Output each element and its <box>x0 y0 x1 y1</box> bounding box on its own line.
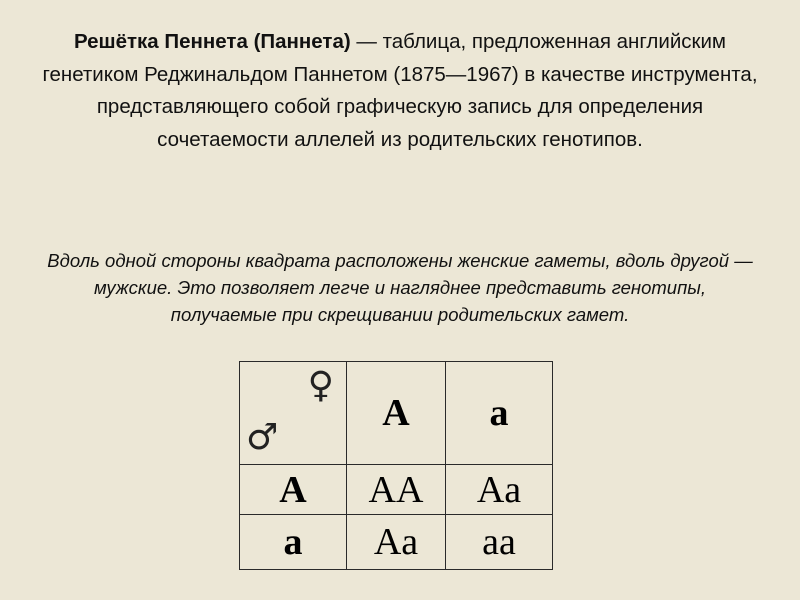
genotype-cell: Aa <box>446 465 553 515</box>
table-header-row <box>240 362 553 465</box>
intro-paragraph <box>40 26 760 156</box>
female-gamete-header: a <box>446 362 553 465</box>
term-title: Решётка Пеннета (Паннета) <box>73 30 351 53</box>
explanation-paragraph: Вдоль одной стороны квадрата расположены женские гаметы, вдоль другой — мужские. Это позволяет легче и нагляднее представить генотипы, получаемые при скрещивании родительских гамет. <box>47 250 753 325</box>
female-symbol-icon: ♀ <box>307 365 334 406</box>
female-gamete-header: A <box>347 362 446 465</box>
male-gamete-header: a <box>240 515 347 570</box>
corner-cell <box>240 362 347 465</box>
male-gamete-header: A <box>240 465 347 515</box>
table-row <box>240 465 553 515</box>
male-symbol-icon: ♂ <box>246 417 279 458</box>
genotype-cell: Aa <box>347 515 446 570</box>
table-row <box>240 515 553 570</box>
punnett-square <box>239 361 553 570</box>
genotype-cell: aa <box>446 515 553 570</box>
term-definition: — таблица, предложенная английским генетиком Реджинальдом Паннетом (1875—1967) в качестве инструмента, представляющего собой графическую запись для определения сочетаемости аллелей из родительских генотипов. <box>42 30 758 151</box>
genotype-cell: AA <box>347 465 446 515</box>
